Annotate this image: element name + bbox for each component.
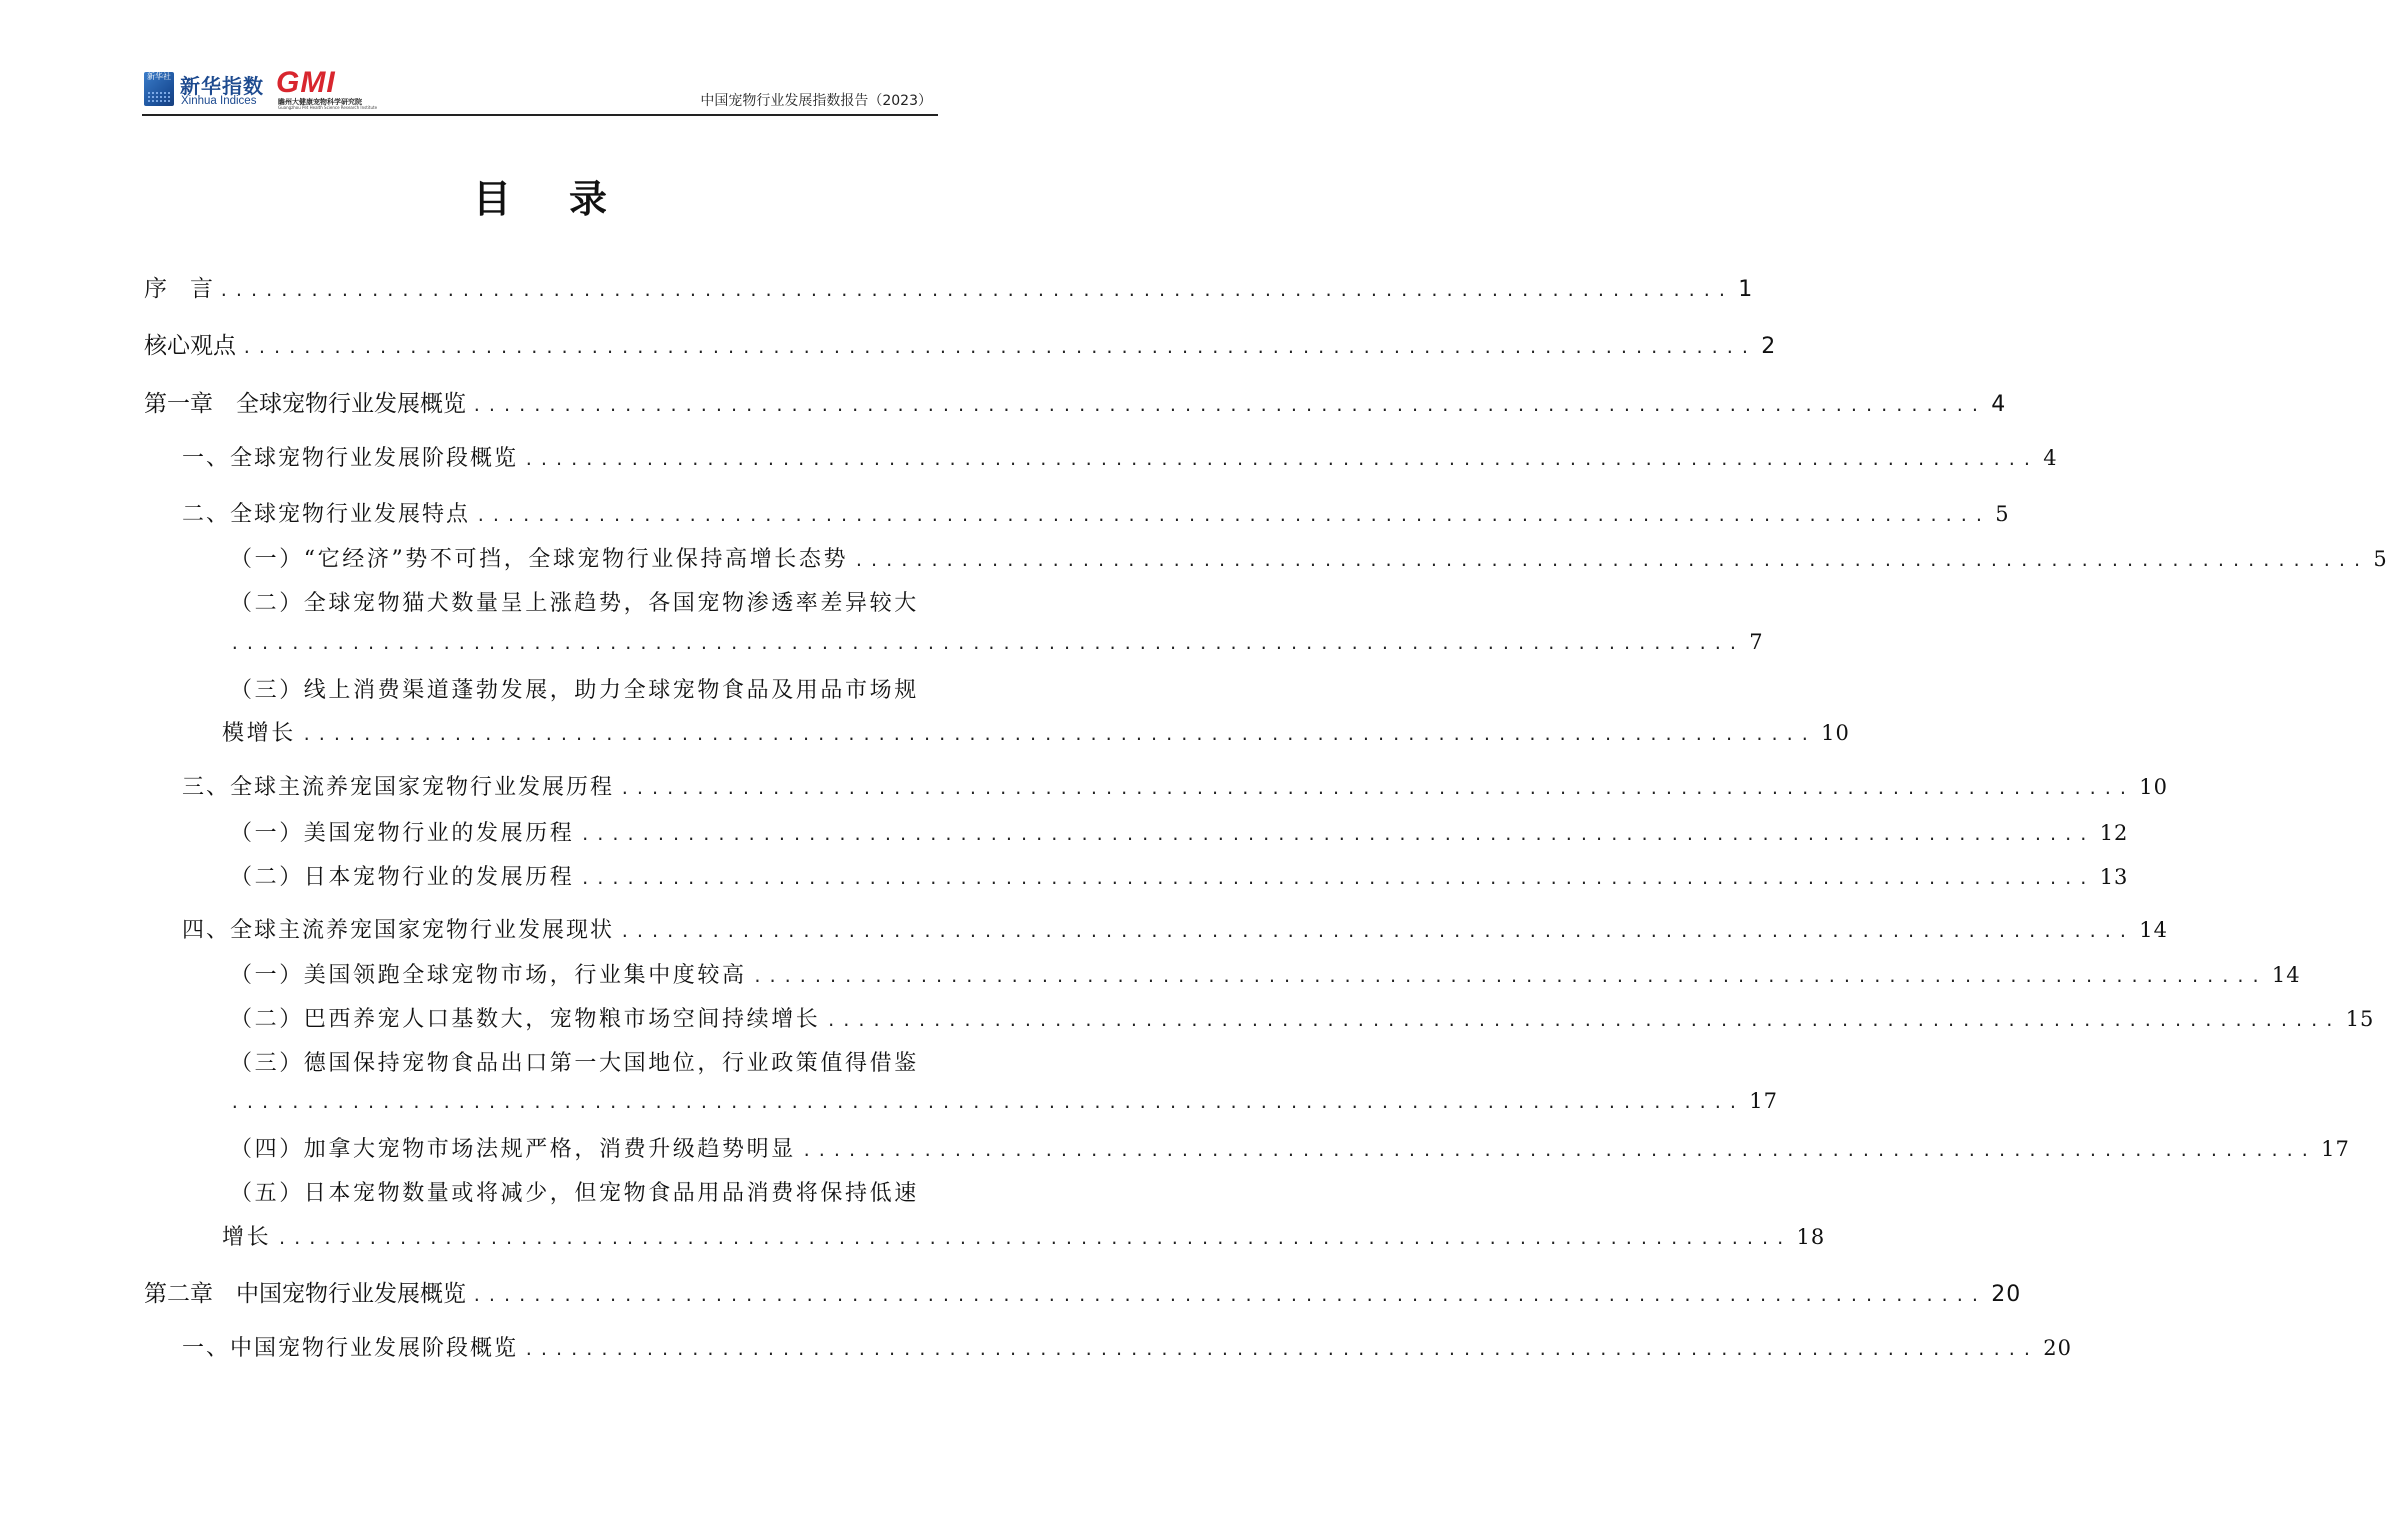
toc-entry-subsection[interactable] [230, 816, 2129, 847]
toc-page-number: 4 [2043, 446, 2058, 470]
xinhua-indices-logo [144, 70, 264, 110]
toc-page-number: 2 [1761, 334, 1777, 359]
toc-leader: .................................................................................................... [620, 922, 2134, 941]
toc-page-number: 14 [2139, 918, 2169, 942]
toc-entry-title: 一、全球宠物行业发展阶段概览 [182, 446, 519, 471]
toc-entry-subsection[interactable] [230, 1002, 2375, 1033]
toc-entry-title: （二）巴西养宠人口基数大，宠物粮市场空间持续增长 [230, 1007, 821, 1032]
toc-page-number: 17 [2321, 1137, 2350, 1161]
page-header [142, 62, 938, 116]
toc-leader: .................................................................................................... [524, 450, 2038, 469]
toc-leader: .................................................................................................... [524, 1340, 2038, 1359]
toc-entry-title: 核心观点 [144, 333, 236, 359]
toc-entry-title: 第一章 全球宠物行业发展概览 [144, 391, 466, 417]
toc-entry-title: （四）加拿大宠物市场法规严格，消费升级趋势明显 [230, 1137, 796, 1162]
toc-page-number: 5 [2373, 547, 2388, 571]
toc-entry-title: （一）美国宠物行业的发展历程 [230, 821, 575, 846]
toc-entry-section[interactable] [182, 913, 2169, 944]
report-title: 中国宠物行业发展指数报告（2023） [700, 93, 932, 109]
toc-entry-title: 第二章 中国宠物行业发展概览 [144, 1281, 466, 1307]
toc-leader: .................................................................................................... [230, 634, 1744, 653]
toc-heading: 目录 [472, 177, 665, 221]
toc-entry-section[interactable] [182, 770, 2169, 801]
toc-leader: .................................................................................................... [752, 967, 2266, 986]
toc-entry-key-points[interactable] [144, 327, 1777, 360]
toc-page-number: 18 [1796, 1225, 1826, 1249]
toc-leader: .................................................................................................... [277, 1229, 1791, 1248]
toc-entry-title: （一）“它经济”势不可挡，全球宠物行业保持高增长态势 [230, 547, 849, 572]
toc-entry-subsection-leader-line[interactable] [230, 1089, 1779, 1113]
toc-page-number: 13 [2099, 865, 2129, 889]
toc-entry-chapter-2[interactable] [144, 1275, 2022, 1308]
xinhua-badge-icon [144, 72, 174, 106]
toc-page-number: 12 [2099, 821, 2129, 845]
toc-leader: .................................................................................................... [620, 779, 2134, 798]
toc-leader: .................................................................................................... [472, 1286, 1986, 1305]
toc-page-number: 20 [1991, 1282, 2022, 1307]
toc-page-number: 14 [2271, 963, 2301, 987]
toc-leader: .................................................................................................... [476, 506, 1990, 525]
gmi-logo-subtitle-en: Guangzhou Pet Health Science Research Institute [278, 105, 378, 110]
toc-page-number: 15 [2345, 1007, 2375, 1031]
toc-entry-title: （一）美国领跑全球宠物市场，行业集中度较高 [230, 963, 747, 988]
toc-entry-chapter-1[interactable] [144, 385, 2007, 418]
toc-page-number: 4 [1991, 392, 2007, 417]
toc-entry-section[interactable] [182, 441, 2058, 472]
toc-leader: .................................................................................................... [801, 1141, 2316, 1160]
toc-entry-title: 一、中国宠物行业发展阶段概览 [182, 1336, 519, 1361]
toc-entry-title: （二）日本宠物行业的发展历程 [230, 865, 575, 890]
toc-page-number: 1 [1738, 277, 1754, 302]
toc-entry-section[interactable] [182, 1331, 2073, 1362]
toc-entry-subsection-leader-line[interactable] [230, 630, 1764, 654]
toc-entry-subsection-title[interactable]: （二）全球宠物猫犬数量呈上涨趋势，各国宠物渗透率差异较大 [230, 591, 919, 616]
toc-entry-subsection-title[interactable]: （五）日本宠物数量或将减少，但宠物食品用品消费将保持低速 [230, 1181, 919, 1206]
toc-entry-title: 二、全球宠物行业发展特点 [182, 502, 471, 527]
toc-entry-subsection-title[interactable]: （三）德国保持宠物食品出口第一大国地位，行业政策值得借鉴 [230, 1051, 919, 1076]
toc-entry-title-continued: 模增长 [222, 721, 296, 746]
toc-entry-subsection-title[interactable]: （三）线上消费渠道蓬勃发展，助力全球宠物食品及用品市场规 [230, 678, 919, 703]
toc-leader: .................................................................................................... [219, 281, 1733, 300]
xinhua-badge-text: 新华社 [147, 72, 171, 81]
toc-entry-section[interactable] [182, 497, 2010, 528]
toc-page-number: 10 [1821, 721, 1850, 745]
toc-page-number: 10 [2139, 775, 2169, 799]
toc-leader: .................................................................................................... [230, 1093, 1744, 1112]
toc-leader: .................................................................................................... [242, 338, 1756, 357]
toc-page-number: 17 [1749, 1089, 1779, 1113]
toc-leader: .................................................................................................... [854, 551, 2368, 570]
toc-entry-subsection[interactable] [230, 1132, 2350, 1163]
toc-entry-title: 序 言 [144, 276, 213, 302]
xinhua-logo-cn: 新华指数 [180, 74, 264, 98]
gmi-logo-subtitle: 瞻州大健康宠物科学研究院 [278, 98, 362, 106]
toc-leader: .................................................................................................... [580, 825, 2094, 844]
toc-entry-subsection-leader-line[interactable] [222, 1220, 1826, 1251]
toc-leader: .................................................................................................... [472, 396, 1986, 415]
toc-entry-preface[interactable] [144, 270, 1754, 303]
toc-leader: .................................................................................................... [301, 725, 1816, 744]
toc-entry-title: 三、全球主流养宠国家宠物行业发展历程 [182, 775, 615, 800]
toc-page-number: 20 [2043, 1336, 2073, 1360]
toc-page-number: 5 [1995, 502, 2010, 526]
gmi-logo [276, 68, 396, 108]
gmi-logo-word: GMI [276, 66, 336, 99]
toc-entry-subsection[interactable] [230, 958, 2301, 989]
toc-entry-subsection[interactable] [230, 542, 2388, 573]
toc-leader: .................................................................................................... [580, 869, 2094, 888]
toc-leader: .................................................................................................... [826, 1011, 2340, 1030]
toc-entry-subsection[interactable] [230, 860, 2129, 891]
xinhua-logo-en: Xinhua Indices [181, 95, 257, 107]
toc-page-number: 7 [1749, 630, 1764, 654]
toc-entry-subsection-leader-line[interactable] [222, 716, 1850, 747]
toc-entry-title-continued: 增长 [222, 1225, 272, 1250]
toc-entry-title: 四、全球主流养宠国家宠物行业发展现状 [182, 918, 615, 943]
